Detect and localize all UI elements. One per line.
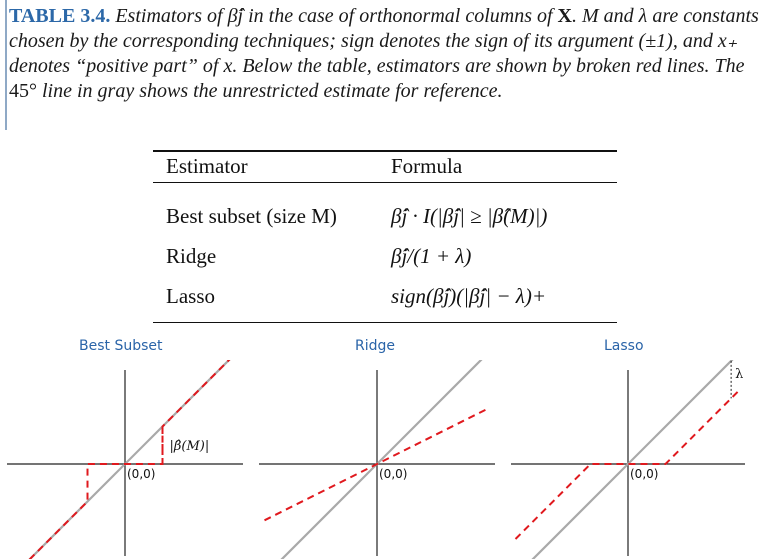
caption-text-3: . M and λ are constants chosen by the corresponding techniques; sign denotes the sign of its argument (±1), and x₊ denotes “positive part” of x. Below the table, estimators are shown by broken red lines. The — [9, 5, 759, 77]
row-formula: β̂j/(1 + λ) — [391, 243, 472, 268]
caption-label: TABLE 3.4. — [9, 5, 111, 27]
header-estimator: Estimator — [166, 153, 248, 178]
caption-text-4: line in gray shows the unrestricted estimate for reference. — [37, 80, 503, 102]
estimator-table — [153, 150, 617, 323]
caption-X: X — [557, 5, 572, 27]
lambda-annotation: λ — [735, 366, 744, 382]
caption-beta-j: β̂j — [227, 5, 244, 27]
plot-title-best-subset: Best Subset — [79, 338, 163, 354]
table-row — [153, 276, 617, 316]
caption-text-2: in the case of orthonormal columns of — [243, 5, 558, 27]
table-row — [153, 236, 617, 276]
origin-label: (0,0) — [127, 467, 156, 481]
table-bottom-rule — [153, 322, 617, 324]
row-estimator: Best subset (size M) — [166, 203, 337, 228]
estimator-plots — [0, 360, 769, 559]
row-formula: sign(β̂j)(|β̂j| − λ)+ — [391, 283, 547, 308]
table-header-row — [153, 152, 617, 182]
row-estimator: Lasso — [166, 283, 215, 308]
origin-label: (0,0) — [630, 467, 659, 481]
origin-label: (0,0) — [379, 467, 408, 481]
plot-title-ridge: Ridge — [355, 338, 396, 354]
table-caption — [9, 4, 764, 104]
plot-title-lasso: Lasso — [604, 338, 644, 354]
caption-text-1: Estimators of — [110, 5, 228, 27]
header-formula: Formula — [391, 153, 463, 178]
caption-margin-bar — [5, 0, 7, 130]
table-row — [153, 196, 617, 236]
row-formula: β̂j · I(|β̂j| ≥ |β̂(M)|) — [391, 203, 548, 228]
row-estimator: Ridge — [166, 243, 217, 268]
threshold-annotation: |β̂(M)| — [169, 439, 210, 454]
caption-45-degrees: 45° — [9, 80, 37, 102]
